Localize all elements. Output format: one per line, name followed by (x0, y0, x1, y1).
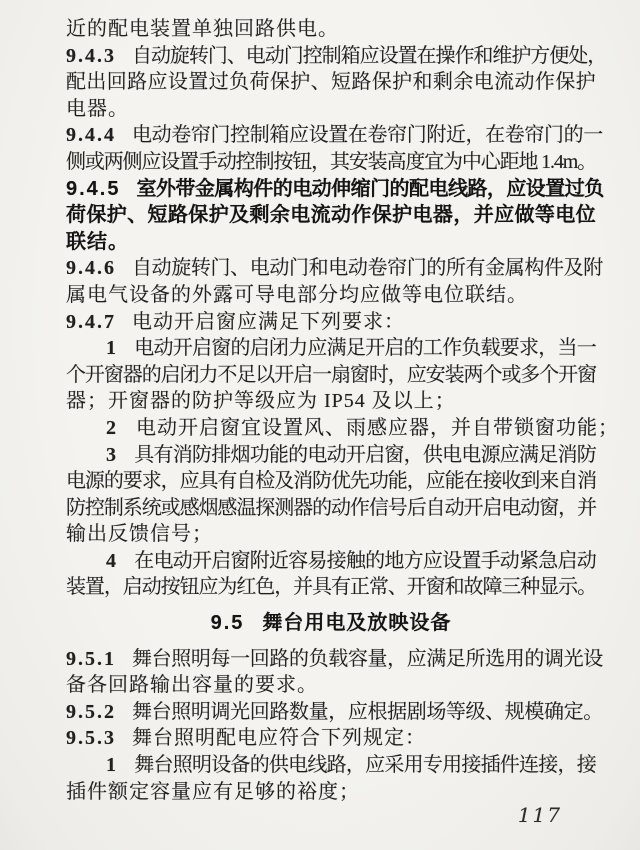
line-text: 个开窗器的启闭力不足以开启一扇窗时，应安装两个或多个开窗 (66, 363, 597, 386)
clause-number: 9.5 (210, 612, 245, 635)
clause-number: 9.4.3 (66, 44, 116, 67)
section-heading (66, 610, 596, 637)
text-line (66, 548, 596, 575)
text-line (66, 415, 619, 442)
line-content (106, 337, 596, 359)
line-text: 器；开窗器的防护等级应为 IP54 及以上； (66, 390, 456, 413)
text-line (66, 122, 603, 149)
clause-number: 4 (106, 549, 116, 572)
line-content (66, 204, 596, 226)
text-line (66, 779, 596, 806)
line-text: 备各回路输出容量的要求。 (66, 674, 318, 697)
line-content (66, 497, 596, 519)
line-text: 配出回路应设置过负荷保护、短路保护和剩余电流动作保护 (66, 71, 597, 94)
line-text: 电源的要求，应具有自检及消防优先功能，应能在接收到来自消 (66, 470, 597, 493)
line-content (66, 311, 405, 333)
text-line (66, 362, 596, 389)
line-content (66, 71, 596, 93)
text-line (66, 255, 603, 282)
text-line (66, 495, 596, 522)
line-content (66, 674, 318, 696)
line-content (66, 648, 603, 670)
line-content (66, 781, 360, 803)
line-content (66, 470, 596, 492)
text-line (66, 69, 596, 96)
text-line (66, 388, 596, 415)
line-text: 输出反馈信号； (66, 523, 213, 546)
line-content (66, 523, 213, 545)
text-line (66, 149, 596, 176)
line-text: 电动开启窗的启闭力应满足开启的工作负载要求，当一 (134, 337, 597, 360)
text-line (66, 574, 596, 601)
line-content (66, 45, 606, 67)
line-content (66, 178, 604, 200)
line-text: 舞台用电及放映设备 (262, 612, 452, 635)
line-content (66, 151, 596, 173)
line-text: 电动卷帘门控制箱应设置在卷帘门附近，在卷帘门的一 (132, 124, 603, 147)
line-content (66, 364, 596, 386)
text-line (66, 282, 596, 309)
line-text: 装置，启动按钮应为红色，并具有正常、开窗和故障三种显示。 (66, 576, 597, 599)
text-line (66, 96, 596, 123)
line-content (106, 550, 596, 572)
clause-number: 2 (106, 416, 117, 439)
line-text: 电动开启窗应满足下列要求： (132, 310, 405, 333)
line-text: 电动开启窗宜设置风、雨感应器，并自带锁窗功能； (136, 416, 619, 439)
line-text: 自动旋转门、电动门控制箱应设置在操作和维护方便处， (132, 44, 607, 67)
line-text: 在电动开启窗附近容易接触的地方应设置手动紧急启动 (134, 549, 597, 572)
line-text: 舞台照明设备的供电线路，应采用专用接插件连接，接 (134, 754, 597, 777)
text-line (66, 176, 604, 203)
text-line (66, 646, 603, 673)
line-content (66, 18, 339, 40)
line-text: 防控制系统或感烟感温探测器的动作信号后自动开启电动窗，并 (66, 496, 597, 519)
clause-number: 1 (106, 754, 116, 777)
text-line (66, 468, 596, 495)
line-text: 侧或两侧应设置手动控制按钮，其安装高度宜为中心距地 1.4m。 (66, 150, 596, 173)
line-text: 室外带金属构件的电动伸缩门的配电线路，应设置过负 (136, 177, 604, 200)
line-text: 舞台照明调光回路数量，应根据剧场等级、规模确定。 (132, 700, 603, 723)
line-content (66, 576, 596, 598)
line-content (66, 124, 603, 146)
page-content (66, 16, 619, 805)
clause-number: 3 (106, 443, 116, 466)
text-line (66, 16, 596, 43)
line-content (211, 612, 452, 634)
line-text: 近的配电装置单独回路供电。 (66, 18, 339, 40)
text-line (66, 43, 607, 70)
clause-number: 9.5.1 (66, 647, 116, 670)
line-text: 自动旋转门、电动门和电动卷帘门的所有金属构件及附 (132, 257, 603, 280)
line-content (66, 701, 603, 723)
line-content (106, 444, 596, 466)
line-text: 插件额定容量应有足够的裕度； (66, 780, 360, 803)
line-content (66, 98, 129, 120)
line-text: 属电气设备的外露可导电部分均应做等电位联结。 (66, 283, 528, 306)
line-content (106, 754, 596, 776)
line-content (66, 231, 129, 253)
text-line (66, 229, 596, 256)
text-line (66, 202, 596, 229)
text-line (66, 672, 596, 699)
clause-number: 9.4.4 (66, 124, 116, 147)
clause-number: 9.5.2 (66, 700, 116, 723)
line-text: 具有消防排烟功能的电动开启窗，供电电源应满足消防 (134, 443, 597, 466)
line-content (66, 284, 528, 306)
text-line (66, 309, 596, 336)
clause-number: 9.4.6 (66, 257, 116, 280)
page-number: 117 (517, 803, 562, 827)
text-line (66, 699, 603, 726)
line-text: 舞台照明每一回路的负载容量，应满足所选用的调光设 (132, 647, 603, 670)
line-content (66, 390, 456, 412)
clause-number: 9.4.5 (66, 177, 121, 200)
text-line (66, 725, 596, 752)
line-text: 舞台照明配电应符合下列规定： (132, 727, 426, 750)
text-line (66, 442, 596, 469)
line-content (66, 257, 603, 279)
line-content (66, 727, 426, 749)
clause-number: 1 (106, 337, 116, 360)
line-text: 联结。 (66, 230, 129, 253)
line-content (106, 417, 619, 439)
clause-number: 9.5.3 (66, 727, 116, 750)
line-text: 电器。 (66, 97, 129, 120)
text-line (66, 752, 596, 779)
line-text: 荷保护、短路保护及剩余电流动作保护电器，并应做等电位 (66, 204, 597, 227)
clause-number: 9.4.7 (66, 310, 116, 333)
text-line (66, 335, 596, 362)
text-line (66, 521, 596, 548)
